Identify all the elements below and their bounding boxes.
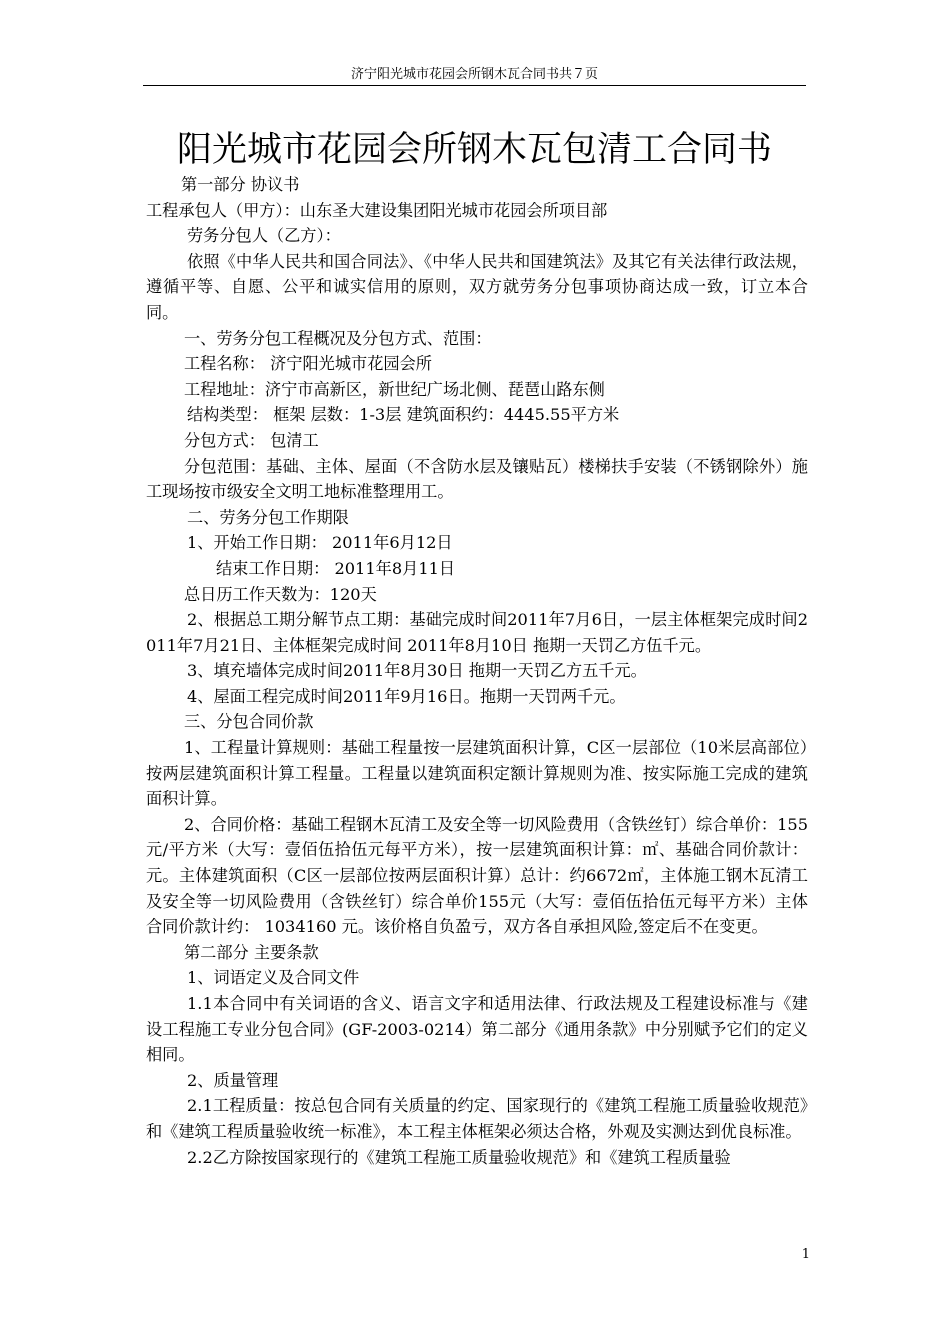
page-number: 1 <box>801 1247 810 1262</box>
paragraph: 2.2乙方除按国家现行的《建筑工程施工质量验收规范》和《建筑工程质量验 <box>187 1147 731 1167</box>
paragraph: 总日历工作天数为：120天 <box>184 584 377 604</box>
paragraph: 依照《中华人民共和国合同法》、《中华人民共和国建筑法》及其它有关法律行政法规，遵循平等、自愿、公平和诚实信用的原则，双方就劳务分包事项协商达成一致，订立本合同。 <box>146 251 808 322</box>
paragraph: 分包范围：基础、主体、屋面（不含防水层及镶贴瓦）楼梯扶手安装（不锈钢除外）施工现场按市级安全文明工地标准整理用工。 <box>146 456 808 502</box>
page-header: 济宁阳光城市花园会所钢木瓦合同书共７页 <box>350 67 598 82</box>
paragraph: 2、根据总工期分解节点工期：基础完成时间2011年7月6日，一层主体框架完成时间2011年7月21日、主体框架完成时间 2011年8月10日 拖期一天罚乙方伍千元。 <box>146 610 808 655</box>
paragraph: 2、质量管理 <box>187 1070 279 1090</box>
document-title: 阳光城市花园会所钢木瓦包清工合同书 <box>176 130 772 170</box>
paragraph: 结束工作日期： 2011年8月11日 <box>216 558 456 578</box>
paragraph: 工程承包人（甲方）：山东圣大建设集团阳光城市花园会所项目部 <box>146 200 608 220</box>
header-rule <box>143 85 806 86</box>
paragraph: 第二部分 主要条款 <box>184 942 319 962</box>
paragraph: 工程名称： 济宁阳光城市花园会所 <box>184 354 432 374</box>
paragraph: 2、合同价格：基础工程钢木瓦清工及安全等一切风险费用（含铁丝钉）综合单价：155元/平方米（大写：壹佰伍拾伍元每平方米），按一层建筑面积计算：㎡、基础合同价款计：元。主体建筑面积（C区一层部位按两层面积计算）总计：约6672㎡，主体施工钢木瓦清工及安全等一切风险费用（含铁丝钉）综合单价155元（大写：壹佰伍拾伍元每平方米）主体合同价款计约： 1034160 元。该价格自负盈亏，双方各自承担风险,签定后不在变更。 <box>146 814 808 937</box>
paragraph: 2.1工程质量：按总包合同有关质量的约定、国家现行的《建筑工程施工质量验收规范》和《建筑工程质量验收统一标准》，本工程主体框架必须达合格，外观及实测达到优良标准。 <box>146 1096 808 1141</box>
paragraph: 1、开始工作日期： 2011年6月12日 <box>187 533 453 553</box>
paragraph: 一、劳务分包工程概况及分包方式、范围： <box>184 328 492 348</box>
paragraph: 工程地址：济宁市高新区，新世纪广场北侧、琵琶山路东侧 <box>184 379 605 399</box>
paragraph: 4、屋面工程完成时间2011年9月16日。拖期一天罚两千元。 <box>187 686 626 706</box>
paragraph: 1、工程量计算规则：基础工程量按一层建筑面积计算，C区一层部位（10米层高部位）按两层建筑面积计算工程量。工程量以建筑面积定额计算规则为准、按实际施工完成的建筑面积计算。 <box>146 738 808 809</box>
paragraph: 1.1本合同中有关词语的含义、语言文字和适用法律、行政法规及工程建设标准与《建设工程施工专业分包合同》(GF-2003-0214）第二部分《通用条款》中分别赋予它们的定义相同。 <box>146 994 808 1065</box>
paragraph: 分包方式： 包清工 <box>184 430 319 450</box>
document-body <box>146 172 808 1170</box>
paragraph: 3、填充墙体完成时间2011年8月30日 拖期一天罚乙方五千元。 <box>187 661 647 681</box>
paragraph: 劳务分包人（乙方）： <box>187 226 341 246</box>
paragraph: 1、词语定义及合同文件 <box>187 968 360 988</box>
paragraph: 二、劳务分包工作期限 <box>187 507 349 527</box>
paragraph: 结构类型： 框架 层数：1-3层 建筑面积约：4445.55平方米 <box>187 405 620 425</box>
paragraph: 第一部分 协议书 <box>181 175 300 194</box>
paragraph: 三、分包合同价款 <box>184 712 314 732</box>
